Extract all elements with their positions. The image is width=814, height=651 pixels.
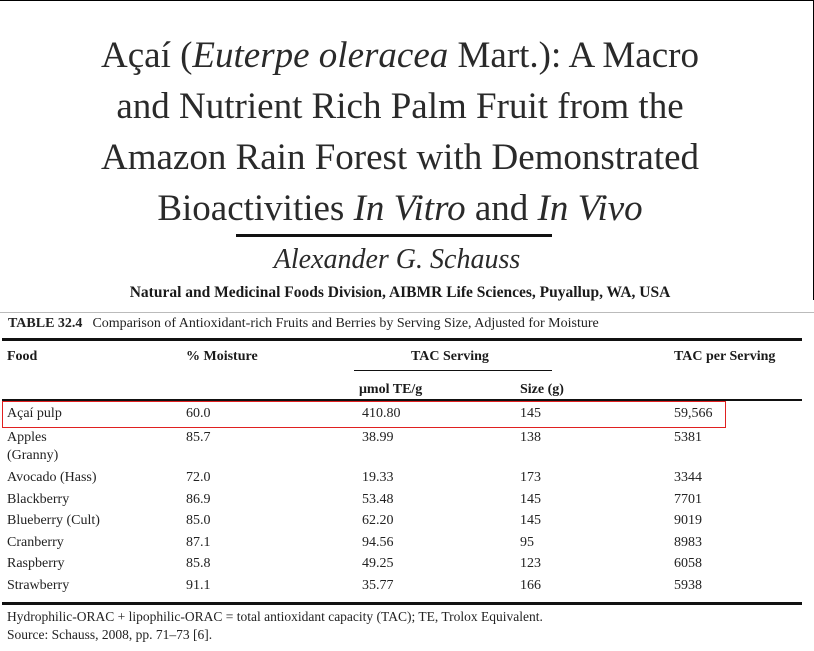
title-line-2: and Nutrient Rich Palm Fruit from the bbox=[116, 86, 684, 127]
cell-food: Strawberry bbox=[7, 578, 70, 593]
cell-umol: 19.33 bbox=[362, 470, 394, 485]
cell-food: Raspberry bbox=[7, 556, 65, 571]
cell-size: 166 bbox=[520, 578, 541, 593]
table-header-top-rule bbox=[2, 338, 802, 341]
title-divider bbox=[236, 234, 552, 237]
col-header-tac-per-serving: TAC per Serving bbox=[674, 349, 776, 364]
cell-food: Avocado (Hass) bbox=[7, 470, 97, 485]
table-footnote-abbrev: Hydrophilic-ORAC + lipophilic-ORAC = total antioxidant capacity (TAC); TE, Trolox Equivalent. bbox=[7, 609, 543, 624]
col-header-tac-serving: TAC Serving bbox=[411, 349, 489, 364]
table-footnote-source: Source: Schauss, 2008, pp. 71–73 [6]. bbox=[7, 627, 213, 642]
cell-umol: 410.80 bbox=[362, 406, 401, 421]
paper-title bbox=[0, 30, 800, 234]
cell-size: 138 bbox=[520, 430, 541, 445]
cell-tac-per-serving: 8983 bbox=[674, 535, 702, 550]
table-label: TABLE 32.4 bbox=[8, 316, 83, 331]
cell-food: Apples bbox=[7, 430, 47, 445]
cell-tac-per-serving: 5381 bbox=[674, 430, 702, 445]
cell-umol: 38.99 bbox=[362, 430, 394, 445]
cell-food: Blueberry (Cult) bbox=[7, 513, 100, 528]
author-affiliation: Natural and Medicinal Foods Division, AIBMR Life Sciences, Puyallup, WA, USA bbox=[129, 284, 671, 301]
table-bottom-rule bbox=[2, 602, 802, 605]
table-caption bbox=[8, 316, 599, 332]
title-line-3: Amazon Rain Forest with Demonstrated bbox=[100, 137, 700, 178]
cell-umol: 35.77 bbox=[362, 578, 394, 593]
cell-food: Blackberry bbox=[7, 492, 70, 507]
cell-food: Açaí pulp bbox=[7, 406, 62, 421]
cell-tac-per-serving: 9019 bbox=[674, 513, 702, 528]
cell-tac-per-serving: 3344 bbox=[674, 470, 702, 485]
cell-size: 145 bbox=[520, 492, 541, 507]
col-header-umol: μmol TE/g bbox=[359, 382, 423, 397]
author-name: Alexander G. Schauss bbox=[273, 244, 521, 275]
cell-food: Cranberry bbox=[7, 535, 64, 550]
cell-umol: 53.48 bbox=[362, 492, 394, 507]
cell-umol: 49.25 bbox=[362, 556, 394, 571]
col-header-size: Size (g) bbox=[520, 382, 564, 397]
cell-umol: 94.56 bbox=[362, 535, 394, 550]
tac-serving-span-rule bbox=[354, 370, 552, 371]
cell-moisture: 91.1 bbox=[186, 578, 211, 593]
cell-size: 145 bbox=[520, 513, 541, 528]
cell-moisture: 85.7 bbox=[186, 430, 211, 445]
cell-umol: 62.20 bbox=[362, 513, 394, 528]
cell-tac-per-serving: 7701 bbox=[674, 492, 702, 507]
cell-moisture: 85.8 bbox=[186, 556, 211, 571]
cell-tac-per-serving: 5938 bbox=[674, 578, 702, 593]
title-line-4: Bioactivities In Vitro and In Vivo bbox=[157, 188, 643, 229]
table-figure bbox=[0, 300, 814, 651]
table-top-edge bbox=[0, 312, 814, 313]
table-caption-text: Comparison of Antioxidant-rich Fruits and Berries by Serving Size, Adjusted for Moisture bbox=[92, 316, 599, 331]
cell-moisture: 60.0 bbox=[186, 406, 211, 421]
cell-size: 123 bbox=[520, 556, 541, 571]
cell-size: 145 bbox=[520, 406, 541, 421]
cell-moisture: 85.0 bbox=[186, 513, 211, 528]
cell-food-continued: (Granny) bbox=[7, 448, 59, 463]
cell-moisture: 72.0 bbox=[186, 470, 211, 485]
col-header-moisture: % Moisture bbox=[186, 349, 258, 364]
cell-tac-per-serving: 6058 bbox=[674, 556, 702, 571]
acai-row-highlight bbox=[2, 401, 726, 428]
cell-moisture: 86.9 bbox=[186, 492, 211, 507]
cell-moisture: 87.1 bbox=[186, 535, 211, 550]
top-border bbox=[0, 0, 814, 1]
cell-tac-per-serving: 59,566 bbox=[674, 406, 713, 421]
col-header-food: Food bbox=[7, 349, 38, 364]
cell-size: 95 bbox=[520, 535, 534, 550]
species-name: Euterpe oleracea bbox=[192, 35, 449, 76]
cell-size: 173 bbox=[520, 470, 541, 485]
title-line-1: Açaí (Euterpe oleracea Mart.): A Macro bbox=[101, 35, 699, 76]
